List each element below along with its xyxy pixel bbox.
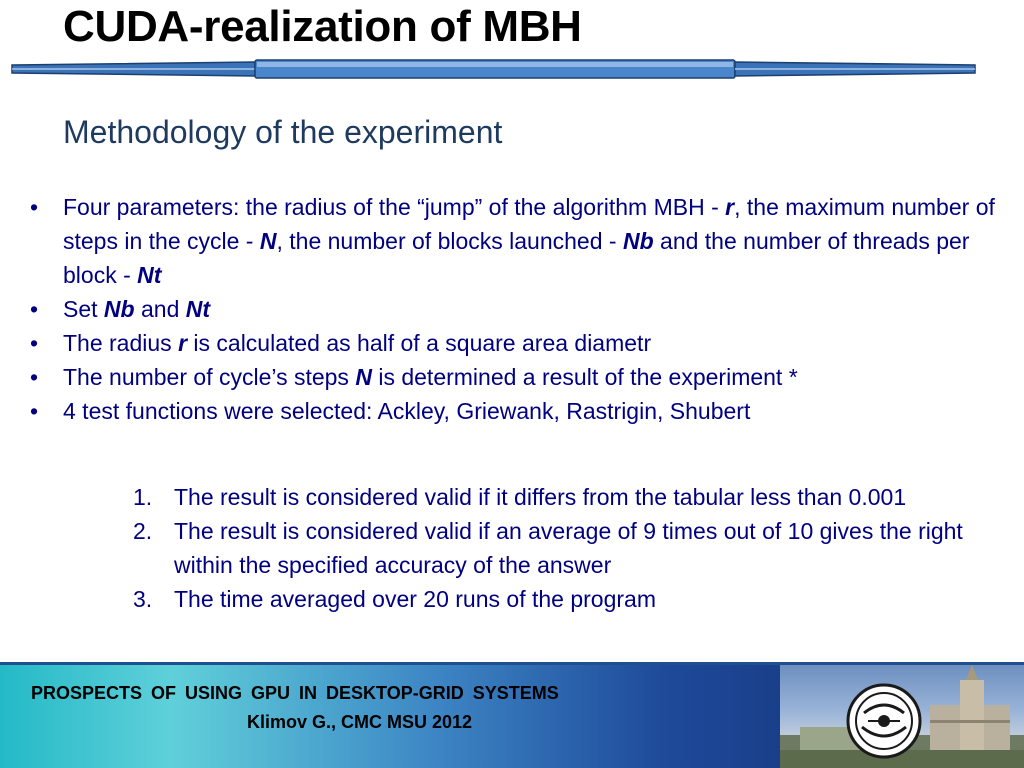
bullet-marker: •	[30, 296, 39, 322]
bullet-text: Four parameters: the radius of the “jump” of the algorithm MBH -	[63, 194, 726, 220]
bullet-text: The radius	[63, 330, 179, 356]
footnote-number: 1.	[133, 484, 153, 510]
footer-author: Klimov G., CMC MSU 2012	[247, 712, 473, 732]
bullet-text: , the maximum number of steps in the cycle -	[63, 194, 995, 254]
bullet-variable: N	[355, 364, 372, 390]
bullet-variable: Nt	[137, 262, 162, 288]
bullet-variable: r	[178, 330, 188, 356]
footnote-number: 3.	[133, 586, 153, 612]
bullet-variable: N	[259, 228, 277, 254]
bullet-variable: Nt	[185, 296, 211, 322]
footnote-item	[133, 582, 963, 616]
bullet-text: is determined a result of the experiment *	[371, 364, 798, 390]
bullet-marker: •	[30, 398, 39, 424]
bullet-item	[30, 190, 1000, 292]
bullet-text: , the number of blocks launched -	[276, 228, 623, 254]
bullet-marker: •	[30, 194, 39, 220]
footnote-text: The time averaged over 20 runs of the program	[174, 586, 656, 612]
bullet-text: 4 test functions were selected: Ackley, Griewank, Rastrigin, Shubert	[63, 398, 751, 424]
footnote-text: The result is considered valid if it differs from the tabular less than 0.001	[174, 484, 907, 510]
university-building-photo	[780, 662, 1024, 768]
bullet-variable: Nb	[622, 228, 654, 254]
footnote-item	[133, 480, 963, 514]
footnote-item	[133, 514, 963, 582]
bullet-list	[30, 190, 1000, 428]
bullet-text: and the number of threads per block -	[63, 228, 970, 288]
bullet-variable: r	[725, 194, 735, 220]
bullet-item	[30, 394, 1000, 428]
slide-footer	[0, 662, 1024, 768]
bullet-text: The number of cycle’s steps	[63, 364, 356, 390]
bullet-variable: Nb	[103, 296, 135, 322]
title-divider	[0, 56, 1024, 84]
slide-title: CUDA-realization of MBH	[63, 2, 582, 51]
footer-conference-title: PROSPECTS OF USING GPU IN DESKTOP-GRID SYSTEMS	[31, 683, 559, 703]
footer-band	[0, 662, 780, 768]
slide-subtitle: Methodology of the experiment	[63, 114, 503, 150]
footnote-list	[133, 480, 963, 616]
bullet-item	[30, 292, 1000, 326]
bullet-text: is calculated as half of a square area diametr	[187, 330, 652, 356]
bullet-item	[30, 326, 1000, 360]
bullet-text: and	[134, 296, 186, 322]
bullet-marker: •	[30, 330, 39, 356]
bullet-item	[30, 360, 1000, 394]
bullet-marker: •	[30, 364, 39, 390]
footnote-text: The result is considered valid if an average of 9 times out of 10 gives the right within the specified accuracy of the answer	[174, 518, 963, 578]
msu-vmk-emblem-icon	[846, 683, 922, 759]
bullet-text: Set	[63, 296, 104, 322]
footnote-number: 2.	[133, 518, 153, 544]
